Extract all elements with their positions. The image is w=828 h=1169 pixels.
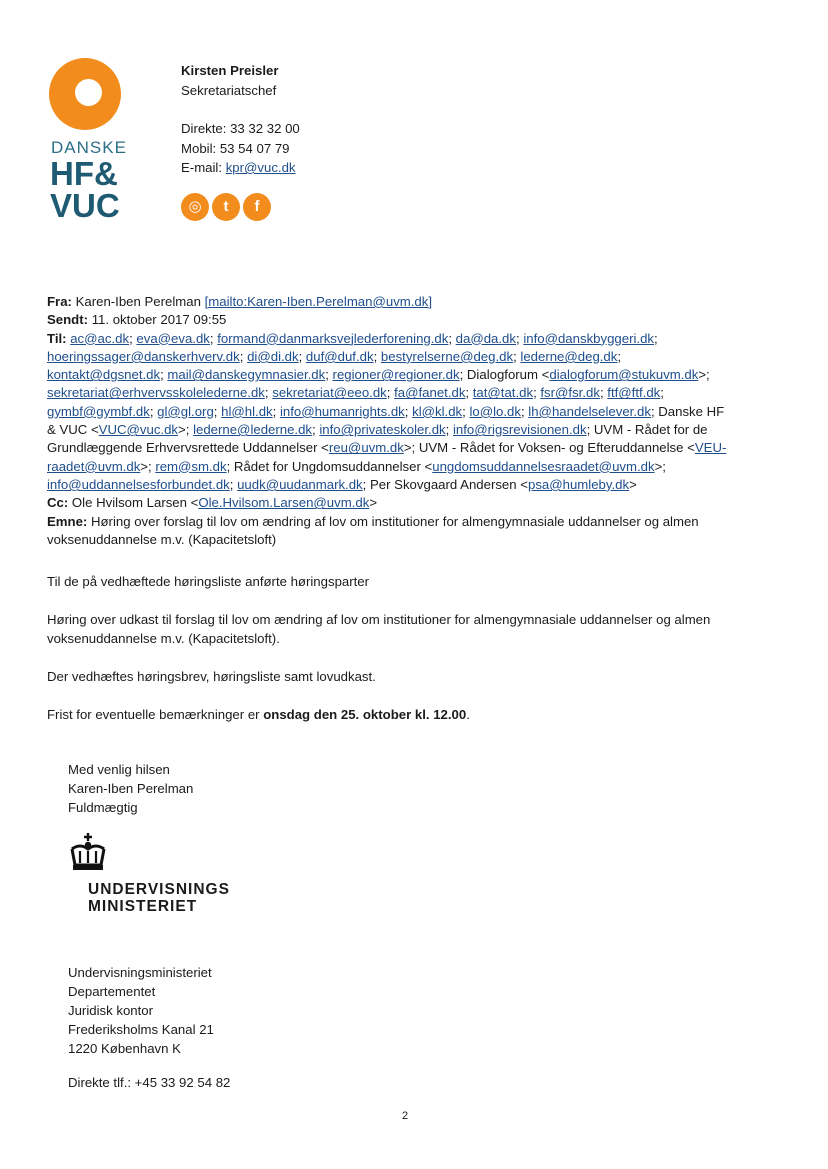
email-header — [47, 293, 787, 549]
danske-hf-vuc-logo — [46, 58, 146, 228]
sender-title: Sekretariatschef — [181, 82, 277, 98]
logo-orange-circle-icon — [49, 58, 121, 130]
recipient-link[interactable]: gymbf@gymbf.dk — [47, 403, 150, 419]
recipient-link[interactable]: reu@uvm.dk — [328, 440, 404, 456]
recipient-link[interactable]: raadet@uvm.dk — [47, 458, 141, 474]
body-paragraph: Til de på vedhæftede høringsliste anførte høringsparter — [47, 574, 370, 589]
recipient-link[interactable]: lo@lo.dk — [469, 403, 521, 419]
crown-icon — [66, 831, 110, 873]
email-body — [47, 573, 787, 744]
recipient-link[interactable]: kontakt@dgsnet.dk — [47, 367, 161, 383]
from-mailto-link[interactable]: [mailto:Karen-Iben.Perelman@uvm.dk] — [204, 294, 433, 309]
twitter-icon[interactable]: t — [212, 193, 240, 221]
recipient-link[interactable]: lederne@lederne.dk — [193, 422, 313, 438]
subject-line: Emne: Høring over forslag til lov om ændring af lov om institutioner for almengymnasiale uddannelser og almen voksenuddannelse m.v. (Kapacitetsloft) — [47, 513, 699, 547]
recipient-link[interactable]: mail@danskegymnasier.dk — [167, 367, 326, 383]
recipient-link[interactable]: gl@gl.org — [157, 403, 214, 419]
recipient-link[interactable]: info@privateskoler.dk — [319, 422, 446, 438]
recipient-link[interactable]: info@rigsrevisionen.dk — [452, 422, 587, 438]
recipient-link[interactable]: da@da.dk — [455, 330, 516, 346]
recipient-link[interactable]: VUC@vuc.dk — [98, 422, 179, 438]
sender-signature — [181, 61, 300, 178]
recipient-link[interactable]: formand@danmarksvejlederforening.dk — [217, 330, 449, 346]
recipient-link[interactable]: kl@kl.dk — [412, 403, 463, 419]
sent-line: Sendt: 11. oktober 2017 09:55 — [47, 312, 227, 328]
to-recipients: Til: ac@ac.dk; eva@eva.dk; formand@danmarksvejlederforening.dk; da@da.dk; info@danskbyggeri.dk; hoeringssager@danskerhverv.dk; di@di.dk; duf@duf.dk; bestyrelserne@deg.dk; lederne@deg.dk; kontakt@dgsnet.dk; mail@danskegymnasier.dk; regioner@regioner.dk; Dialogforum <dialogforum@stukuvm.dk>; sekretariat@erhvervsskolelederne.dk; sekretariat@eeo.dk; fa@fanet.dk; tat@tat.dk; fsr@fsr.dk; ftf@ftf.dk; gymbf@gymbf.dk; gl@gl.org; hl@hl.dk; info@humanrights.dk; kl@kl.dk; lo@lo.dk; lh@handelselever.dk; Danske HF & VUC <VUC@vuc.dk>; lederne@lederne.dk; info@privateskoler.dk; info@rigsrevisionen.dk; UVM - Rådet for de Grundlæggende Erhvervsrettede Uddannelser <reu@uvm.dk>; UVM - Rådet for Voksen- og Efteruddannelse <VEU- raadet@uvm.dk>; rem@sm.dk; Rådet for Ungdomsuddannelser <ungdomsuddannelsesraadet@uvm.dk>; info@uddannelsesforbundet.dk; uudk@uudanmark.dk; Per Skovgaard Andersen <psa@humleby.dk> — [47, 330, 727, 492]
logo-text-danske: DANSKE — [51, 138, 127, 157]
logo-text-hf-vuc: HF& VUC — [50, 155, 120, 224]
direct-phone: Direkte tlf.: +45 33 92 54 82 — [68, 1075, 231, 1090]
dribbble-icon[interactable]: ◎ — [181, 193, 209, 221]
recipient-link[interactable]: lh@handelselever.dk — [528, 403, 651, 419]
recipient-link[interactable]: ac@ac.dk — [70, 330, 130, 346]
recipient-link[interactable]: uudk@uudanmark.dk — [237, 476, 363, 492]
recipient-link[interactable]: dialogforum@stukuvm.dk — [549, 367, 699, 383]
cc-link[interactable]: Ole.Hvilsom.Larsen@uvm.dk — [198, 495, 370, 511]
recipient-link[interactable]: lederne@deg.dk — [520, 348, 618, 364]
cc-line: Cc: Ole Hvilsom Larsen <Ole.Hvilsom.Larsen@uvm.dk> — [47, 495, 378, 511]
recipient-link[interactable]: rem@sm.dk — [155, 458, 227, 474]
sender-email-link[interactable]: kpr@vuc.dk — [225, 160, 296, 175]
recipient-link[interactable]: tat@tat.dk — [472, 385, 534, 401]
facebook-icon[interactable]: f — [243, 193, 271, 221]
sender-name: Kirsten Preisler — [181, 63, 279, 78]
ministry-address: Undervisningsministeriet Departementet Juridisk kontor Frederiksholms Kanal 21 1220 København K — [68, 965, 214, 1056]
closing-signature — [68, 760, 193, 817]
recipient-link[interactable]: di@di.dk — [247, 348, 299, 364]
recipient-link[interactable]: eva@eva.dk — [136, 330, 210, 346]
recipient-link[interactable]: hoeringssager@danskerhverv.dk — [47, 348, 240, 364]
recipient-link[interactable]: sekretariat@erhvervsskolelederne.dk — [47, 385, 265, 401]
recipient-link[interactable]: info@humanrights.dk — [279, 403, 405, 419]
greeting: Med venlig hilsen — [68, 762, 170, 777]
recipient-link[interactable]: hl@hl.dk — [221, 403, 273, 419]
recipient-link[interactable]: duf@duf.dk — [305, 348, 374, 364]
deadline-paragraph: Frist for eventuelle bemærkninger er onsdag den 25. oktober kl. 12.00. — [47, 707, 470, 723]
sender-direct-phone: Direkte: 33 32 32 00 — [181, 121, 300, 136]
sender-email-line: E-mail: kpr@vuc.dk — [181, 160, 296, 175]
recipient-link[interactable]: VEU- — [694, 440, 727, 456]
recipient-link[interactable]: info@danskbyggeri.dk — [523, 330, 655, 346]
sender-mobile: Mobil: 53 54 07 79 — [181, 140, 290, 156]
recipient-link[interactable]: ftf@ftf.dk — [607, 385, 661, 401]
body-paragraph: Der vedhæftes høringsbrev, høringsliste samt lovudkast. — [47, 668, 376, 684]
signer-title: Fuldmægtig — [68, 800, 138, 815]
from-line: Fra: Karen-Iben Perelman [mailto:Karen-Iben.Perelman@uvm.dk] — [47, 294, 433, 309]
ministry-logo-text: UNDERVISNINGS MINISTERIET — [88, 881, 230, 915]
social-icons — [181, 193, 274, 221]
recipient-link[interactable]: fa@fanet.dk — [394, 385, 466, 401]
recipient-link[interactable]: fsr@fsr.dk — [540, 385, 600, 401]
recipient-link[interactable]: sekretariat@eeo.dk — [272, 385, 387, 401]
body-paragraph: Høring over udkast til forslag til lov om ændring af lov om institutioner for almengymnasiale uddannelser og almen voksenuddannelse m.v. (Kapacitetsloft). — [47, 612, 711, 646]
signer-name: Karen-Iben Perelman — [68, 781, 194, 796]
recipient-link[interactable]: info@uddannelsesforbundet.dk — [47, 476, 230, 492]
recipient-link[interactable]: regioner@regioner.dk — [332, 367, 460, 383]
page-number: 2 — [402, 1110, 409, 1122]
recipient-link[interactable]: bestyrelserne@deg.dk — [380, 348, 514, 364]
recipient-link[interactable]: ungdomsuddannelsesraadet@uvm.dk — [432, 458, 655, 474]
recipient-link[interactable]: psa@humleby.dk — [527, 476, 630, 492]
